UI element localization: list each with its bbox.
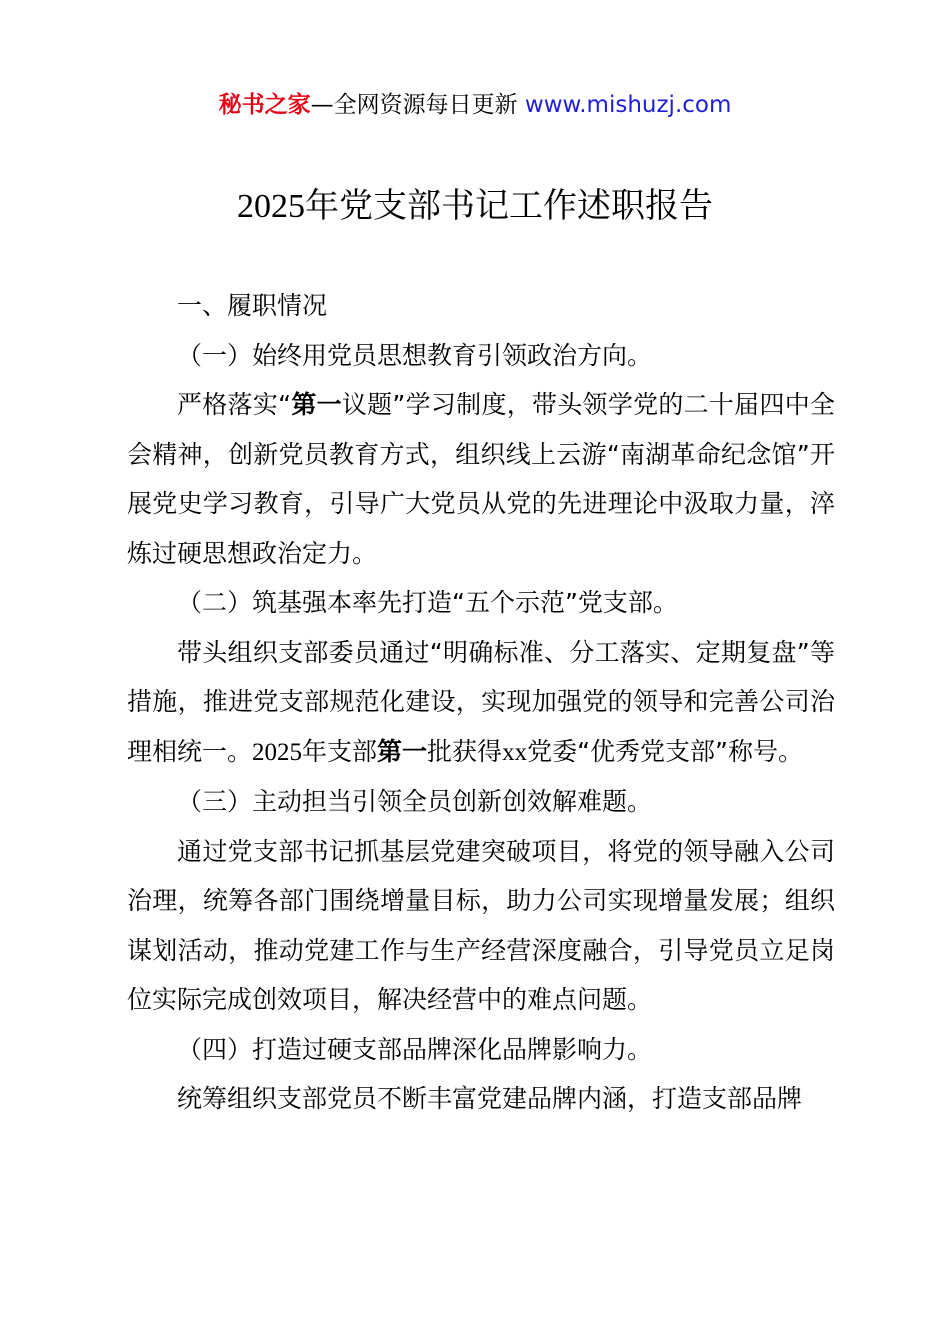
- paragraph: 统筹组织支部党员不断丰富党建品牌内涵，打造支部品牌: [177, 1084, 803, 1113]
- site-url-link[interactable]: www.mishuzj.com: [524, 92, 732, 118]
- text-run: 批获得: [427, 736, 503, 766]
- paragraph: 通过党支部书记抓基层党建突破项目，将党的领导融入公司治理，统筹各部门围绕增量目标，助力公司实现增量发展；组织谋划活动，推动党建工作与生产经营深度融合，引导党员立足岗位实际完成创效项目，解决经营中的难点问题。: [127, 836, 835, 1014]
- document-title: [0, 182, 950, 231]
- site-header: [0, 88, 950, 122]
- subsection-heading: （三）主动担当引领全员创新创效解难题。: [177, 787, 653, 816]
- text-run: 议题”学习制度，带头领学党的二十届四中全会精神，创新党员教育方式，组织线上云游“南湖革命纪念馆”开展党史学习教育，引导广大党员从党的先进理论中汲取力量，淬炼过硬思想政治定力。: [127, 390, 835, 568]
- text-run: 带头组织支部委员通过“明确标准、分工落实、定期复盘”等措施，推进党支部规范化建设，实现加强党的领导和完善公司治理相统一。: [127, 637, 835, 766]
- header-slogan: —全网资源每日更新: [310, 92, 525, 118]
- section-heading: 一、履职情况: [177, 291, 328, 320]
- document-body: [127, 281, 835, 1124]
- title-year: 2025: [237, 188, 305, 225]
- subsection-heading: （二）筑基强本率先打造“五个示范”党支部。: [177, 588, 678, 617]
- text-run: 严格落实“: [177, 390, 292, 419]
- text-run: 党委“优秀党支部”称号。: [527, 736, 803, 766]
- bold-text: 第一: [377, 736, 428, 766]
- text-run: 年支部: [302, 736, 378, 766]
- subsection-heading: （一）始终用党员思想教育引领政治方向。: [177, 340, 653, 370]
- paragraph: [127, 380, 835, 578]
- brand-name: 秘书之家: [218, 92, 311, 118]
- title-text: 年党支部书记工作述职报告: [305, 186, 713, 226]
- paragraph: [127, 628, 835, 778]
- bold-text: 第一: [291, 390, 342, 419]
- placeholder-text: xx: [502, 738, 528, 766]
- year-text: 2025: [252, 738, 303, 766]
- subsection-heading: （四）打造过硬支部品牌深化品牌影响力。: [177, 1034, 653, 1064]
